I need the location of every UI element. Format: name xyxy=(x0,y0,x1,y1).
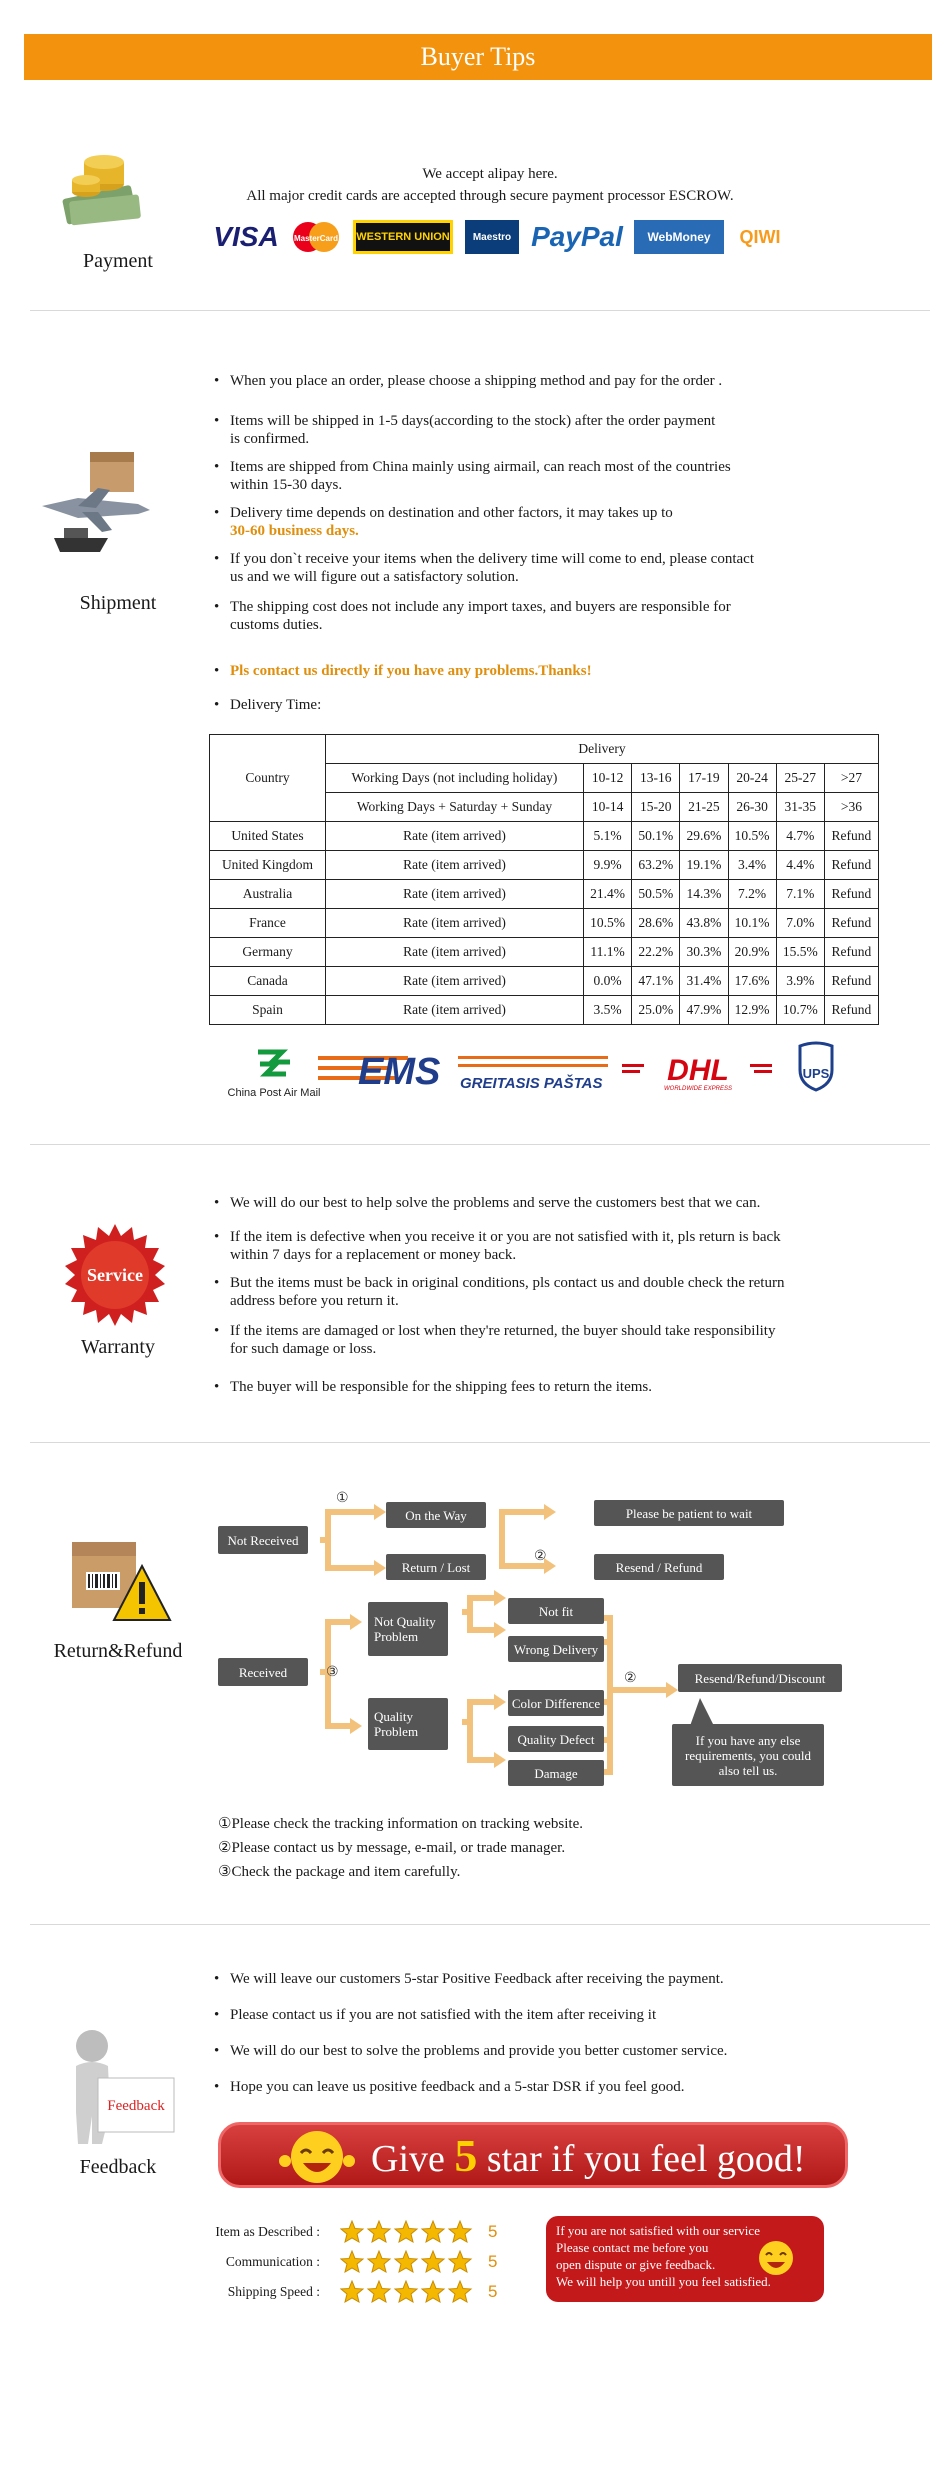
ups-logo xyxy=(796,1040,836,1092)
table-row: Germany Rate (item arrived) 11.1% 22.2% 30.3% 20.9% 15.5% Refund xyxy=(210,938,879,967)
wrong-delivery-box: Wrong Delivery xyxy=(508,1636,604,1662)
china-post-logo: China Post Air Mail xyxy=(218,1044,330,1099)
refund-note: ①Please check the tracking information on tracking website. xyxy=(218,1816,583,1832)
list-item: • Please contact us if you are not satisfied with the item after receiving it xyxy=(214,2006,894,2024)
star-rating xyxy=(340,2220,480,2248)
list-item: • Hope you can leave us positive feedback and a 5-star DSR if you feel good. xyxy=(214,2078,894,2096)
svg-text:Feedback: Feedback xyxy=(107,2098,165,2114)
smiley-icon xyxy=(752,2236,800,2282)
divider xyxy=(30,1144,930,1145)
package-warning-icon xyxy=(66,1532,172,1633)
payment-label: Payment xyxy=(83,250,153,272)
be-patient-box: Please be patient to wait xyxy=(594,1500,784,1526)
color-difference-box: Color Difference xyxy=(508,1690,604,1716)
qiwi-logo: QIWI xyxy=(739,226,781,247)
svg-text:UPS: UPS xyxy=(802,1066,830,1081)
resend-refund-box: Resend / Refund xyxy=(594,1554,724,1580)
working-days-label: Working Days (not including holiday) xyxy=(326,764,584,793)
mastercard-logo xyxy=(288,220,344,254)
delivery-time-table: Country Delivery Working Days (not including holiday) 10-12 13-16 17-19 20-24 25-27 >27 Working Days + Saturday + Sunday 10-14 15-20 21-25 26-30 31-35 >36 United States Rate (item arrived) 5.1% 50.1% 29.6% 10.5% 4.7% Refund United Kingdom Rate (item arrived) 9.9% 63.2% 19.1% 3.4% 4.4% Refund Australia Rate (item arrived) 21.4% 50.5% 14.3% 7.2% 7.1% Refund France Rate (item arrived) 10.5% 28.6% 43.8% 10.1% 7.0% Refund Germany Rate (item arrived) 11.1% 22.2% 30.3% 20.9% 15.5% Refund Canada Rate (item arrived) 0.0% 47.1% 31.4% 17.6% 3.9% Refund Spain Rate (item arrived) 3.5% 25.0% 47.9% 12.9% 10.7% Refund xyxy=(209,734,879,1025)
divider xyxy=(30,1924,930,1925)
working-days-weekend-label: Working Days + Saturday + Sunday xyxy=(326,793,584,822)
money-stack-icon xyxy=(58,148,148,237)
person-holding-sign-icon xyxy=(62,2026,178,2151)
list-item: • Items are shipped from China mainly using airmail, can reach most of the countries within 15-30 days. xyxy=(214,458,854,494)
table-row: Australia Rate (item arrived) 21.4% 50.5% 14.3% 7.2% 7.1% Refund xyxy=(210,880,879,909)
list-item: • If you don`t receive your items when the delivery time will come to end, please contact us and we will figure out a satisfactory solution. xyxy=(214,550,854,586)
list-item: • Items will be shipped in 1-5 days(according to the stock) after the order payment is confirmed. xyxy=(214,412,854,448)
give-five-star-banner xyxy=(218,2122,848,2188)
not-quality-box: Not Quality Problem xyxy=(368,1602,448,1656)
refund-label: Return&Refund xyxy=(53,1640,183,1662)
else-requirements-box: If you have any else requirements, you could also tell us. xyxy=(672,1724,824,1786)
webmoney-logo: WebMoney xyxy=(634,220,724,254)
payment-alipay-text: We accept alipay here. xyxy=(422,166,558,182)
visa-logo: VISA xyxy=(213,221,279,252)
svg-text:EMS: EMS xyxy=(358,1051,441,1093)
divider xyxy=(30,310,930,311)
svg-text:GREITASIS PAŠTAS: GREITASIS PAŠTAS xyxy=(460,1075,603,1092)
list-item: • We will do our best to solve the problems and provide you better customer service. xyxy=(214,2042,894,2060)
svg-text:WORLDWIDE EXPRESS: WORLDWIDE EXPRESS xyxy=(663,1086,733,1092)
star-rating xyxy=(340,2280,480,2308)
not-fit-box: Not fit xyxy=(508,1598,604,1624)
country-header: Country xyxy=(210,735,326,822)
list-item: • If the items are damaged or lost when they're returned, the buyer should take responsibility for such damage or loss. xyxy=(214,1322,894,1358)
buyer-tips-banner xyxy=(24,34,932,80)
received-box: Received xyxy=(218,1658,308,1686)
on-the-way-box: On the Way xyxy=(386,1502,486,1528)
table-row: United States Rate (item arrived) 5.1% 50.1% 29.6% 10.5% 4.7% Refund xyxy=(210,822,879,851)
step-three-mark: ③ xyxy=(326,1665,339,1680)
quality-box: Quality Problem xyxy=(368,1698,448,1750)
list-item: • Delivery time depends on destination and other factors, it may takes up to 30-60 business days. xyxy=(214,504,854,540)
dhl-logo xyxy=(622,1052,774,1092)
quality-defect-box: Quality Defect xyxy=(508,1726,604,1752)
svg-text:DHL: DHL xyxy=(667,1054,729,1087)
paypal-logo: PayPal xyxy=(531,221,623,252)
list-item: • Delivery Time: xyxy=(214,696,854,714)
list-item: • We will leave our customers 5-star Positive Feedback after receiving the payment. xyxy=(214,1970,894,1988)
refund-note: ③Check the package and item carefully. xyxy=(218,1864,461,1880)
western-union-logo: WESTERN UNION xyxy=(353,220,453,254)
maestro-logo: Maestro xyxy=(465,220,519,254)
resend-refund-discount-box: Resend/Refund/Discount xyxy=(678,1664,842,1692)
rating-communication: Communication : 5 xyxy=(190,2250,520,2276)
table-row: Canada Rate (item arrived) 0.0% 47.1% 31.4% 17.6% 3.9% Refund xyxy=(210,967,879,996)
refund-note: ②Please contact us by message, e-mail, or trade manager. xyxy=(218,1840,566,1856)
rating-item-described: Item as Described : 5 xyxy=(190,2220,520,2246)
ems-logo xyxy=(318,1050,614,1096)
feedback-label: Feedback xyxy=(79,2156,157,2178)
return-lost-box: Return / Lost xyxy=(386,1554,486,1580)
list-item: • If the item is defective when you receive it or you are not satisfied with it, pls return is back within 7 days for a replacement or money back. xyxy=(214,1228,894,1264)
damage-box: Damage xyxy=(508,1760,604,1786)
table-row: United Kingdom Rate (item arrived) 9.9% 63.2% 19.1% 3.4% 4.4% Refund xyxy=(210,851,879,880)
not-received-box: Not Received xyxy=(218,1526,308,1554)
smiley-icon xyxy=(277,2127,357,2192)
banner-title: Buyer Tips xyxy=(420,42,536,71)
list-item: • The buyer will be responsible for the shipping fees to return the items. xyxy=(214,1378,894,1396)
svg-text:MasterCard: MasterCard xyxy=(293,234,339,243)
service-badge xyxy=(62,1222,168,1333)
table-row: Spain Rate (item arrived) 3.5% 25.0% 47.9% 12.9% 10.7% Refund xyxy=(210,996,879,1025)
step-two-mark: ② xyxy=(624,1671,637,1686)
refund-notes xyxy=(218,1812,583,1884)
svg-text:Service: Service xyxy=(87,1265,143,1285)
warranty-label: Warranty xyxy=(81,1336,155,1358)
list-item: • When you place an order, please choose a shipping method and pay for the order . xyxy=(214,372,854,390)
list-item: • Pls contact us directly if you have any problems.Thanks! xyxy=(214,662,854,680)
payment-escrow-text: All major credit cards are accepted through secure payment processor ESCROW. xyxy=(246,188,734,204)
not-satisfied-notice: If you are not satisfied with our service Please contact me before you open dispute or give feedback. We will help you untill you feel satisfied. xyxy=(546,2216,824,2302)
give-five-star-text: Give 5 star if you feel good! xyxy=(371,2130,806,2181)
speech-tail xyxy=(690,1698,714,1726)
table-row: France Rate (item arrived) 10.5% 28.6% 43.8% 10.1% 7.0% Refund xyxy=(210,909,879,938)
step-two-mark: ② xyxy=(534,1549,547,1564)
star-rating xyxy=(340,2250,480,2278)
divider xyxy=(30,1442,930,1443)
list-item: • We will do our best to help solve the problems and serve the customers best that we can. xyxy=(214,1194,894,1212)
rating-shipping-speed: Shipping Speed : 5 xyxy=(190,2280,520,2306)
airplane-ship-icon xyxy=(38,448,158,563)
list-item: • But the items must be back in original conditions, pls contact us and double check the return address before you return it. xyxy=(214,1274,894,1310)
delivery-header: Delivery xyxy=(326,735,879,764)
step-one-mark: ① xyxy=(336,1491,349,1506)
shipment-label: Shipment xyxy=(79,592,157,614)
list-item: • The shipping cost does not include any import taxes, and buyers are responsible for customs duties. xyxy=(214,598,854,634)
